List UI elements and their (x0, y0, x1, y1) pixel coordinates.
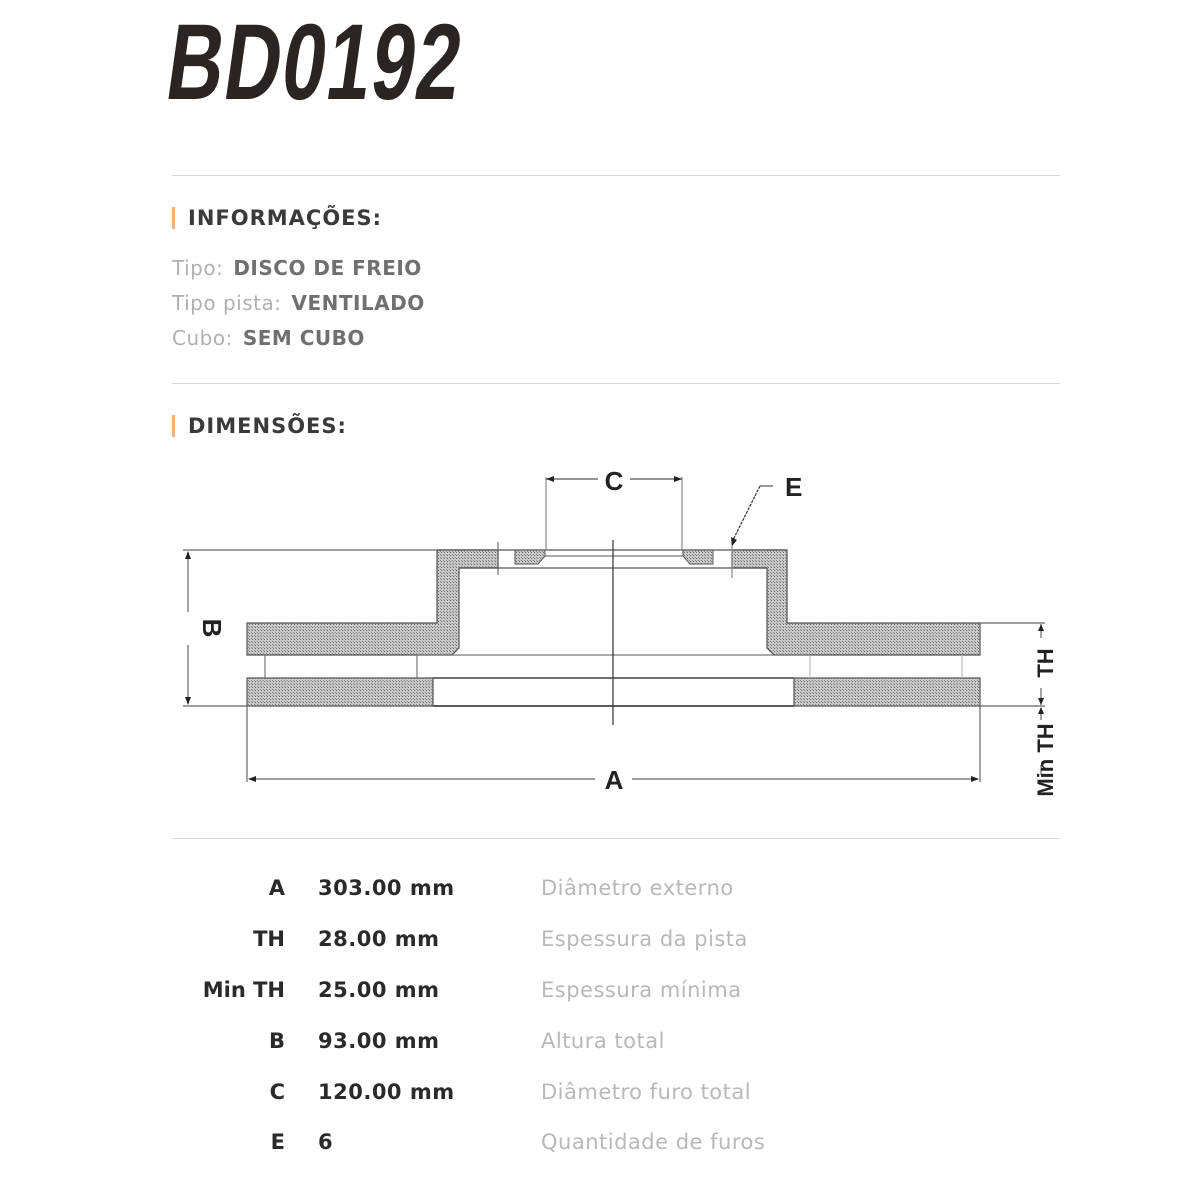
label-a: A (604, 765, 624, 795)
info-section-header (172, 206, 382, 230)
spec-key: B (268, 1029, 285, 1053)
brake-disc-diagram (0, 455, 1200, 825)
spec-key: Min TH (202, 978, 285, 1002)
divider (172, 175, 1060, 176)
dimensions-section-title: DIMENSÕES: (188, 414, 347, 438)
accent-bar (172, 207, 175, 229)
spec-value: 25.00 mm (318, 978, 440, 1002)
info-value: SEM CUBO (242, 326, 365, 350)
accent-bar (172, 415, 175, 437)
label-min-th: Min TH (1033, 723, 1058, 797)
spec-key: A (268, 876, 285, 900)
info-row-tipo (172, 256, 422, 280)
spec-key: E (270, 1130, 285, 1154)
divider (172, 838, 1060, 839)
product-code-title: BD0192 (159, 1, 471, 122)
info-section-title: INFORMAÇÕES: (188, 206, 383, 230)
spec-key: C (269, 1080, 285, 1104)
spec-description: Espessura mínima (541, 978, 742, 1002)
spec-value: 93.00 mm (318, 1029, 440, 1053)
spec-description: Diâmetro furo total (541, 1080, 752, 1104)
label-th: TH (1033, 648, 1058, 678)
label-b: B (197, 618, 227, 638)
info-label: Cubo: (172, 326, 233, 350)
info-label: Tipo pista: (172, 291, 282, 315)
dimensions-section-header (172, 414, 347, 438)
spec-value: 120.00 mm (318, 1080, 455, 1104)
info-row-tipo-pista (172, 291, 425, 315)
label-c: C (604, 466, 624, 496)
spec-key: TH (253, 927, 285, 951)
info-value: DISCO DE FREIO (233, 256, 422, 280)
spec-description: Quantidade de furos (541, 1130, 766, 1154)
spec-description: Espessura da pista (541, 927, 748, 951)
divider (172, 383, 1060, 384)
label-e: E (785, 472, 803, 502)
info-label: Tipo: (172, 256, 224, 280)
spec-description: Altura total (541, 1029, 665, 1053)
spec-description: Diâmetro externo (541, 876, 734, 900)
info-row-cubo (172, 326, 365, 350)
info-value: VENTILADO (291, 291, 425, 315)
spec-value: 6 (318, 1130, 334, 1154)
spec-value: 303.00 mm (318, 876, 455, 900)
spec-value: 28.00 mm (318, 927, 440, 951)
